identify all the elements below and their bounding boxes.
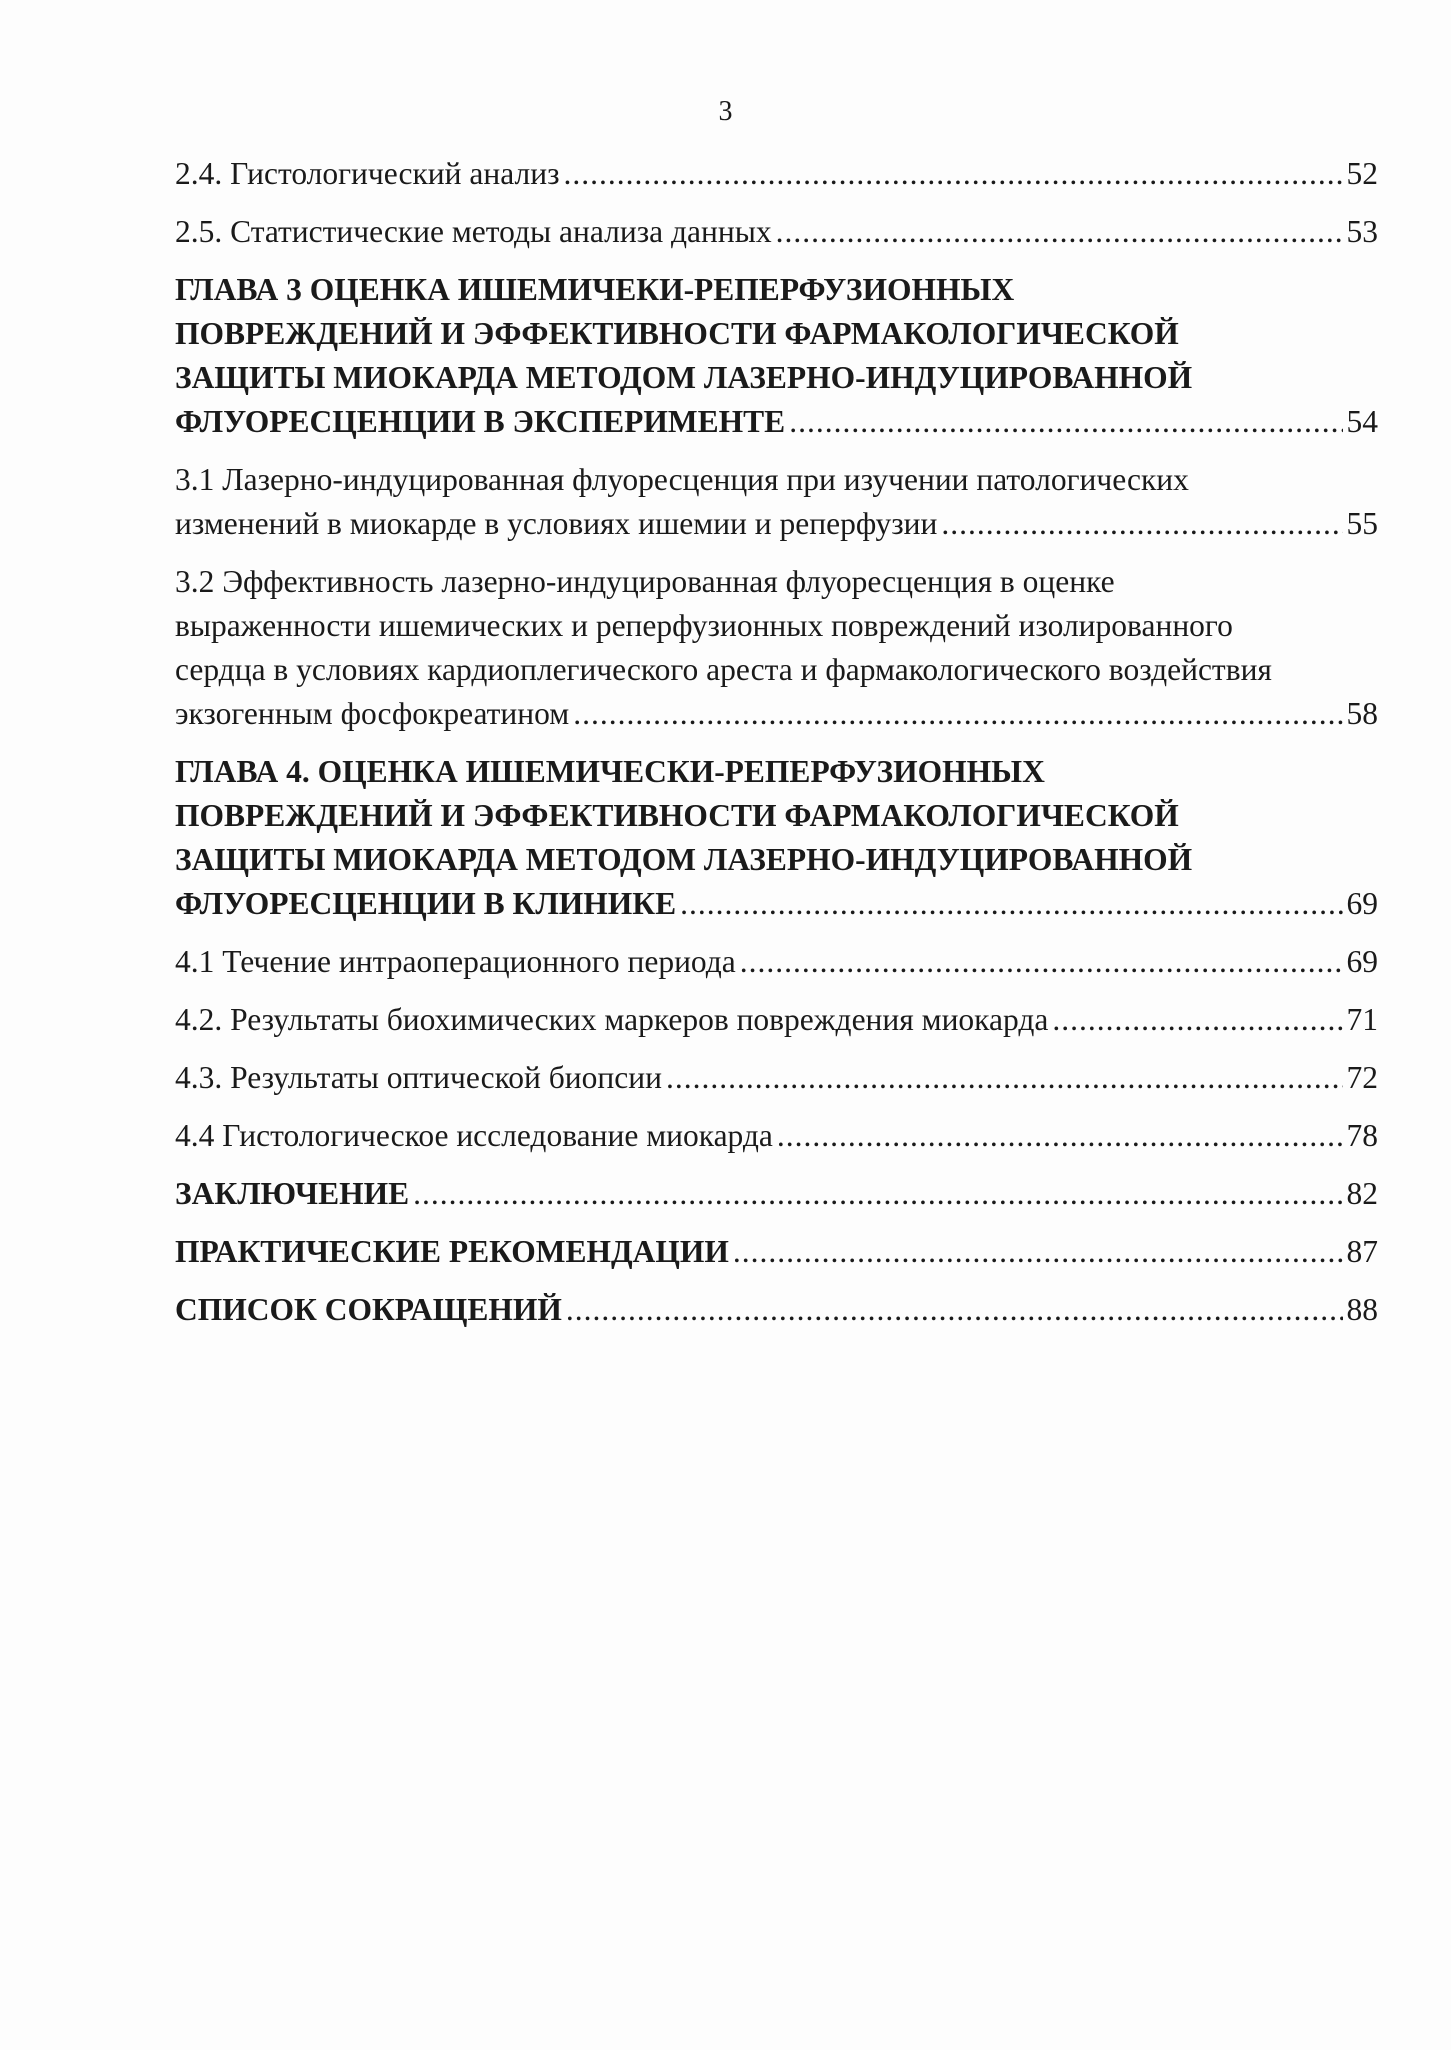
toc-entry-title: изменений в миокарде в условиях ишемии и реперфузии <box>175 506 938 541</box>
dot-leader <box>1052 998 1342 1042</box>
toc-entry[interactable] <box>175 1288 1378 1332</box>
toc-entry[interactable] <box>175 268 1378 444</box>
toc-entry-page-number: 52 <box>1346 156 1378 191</box>
toc-entry-last-line <box>175 692 1378 736</box>
toc-entry-text-line: ГЛАВА 4. ОЦЕНКА ИШЕМИЧЕСКИ-РЕПЕРФУЗИОННЫХ <box>175 754 1045 789</box>
toc-entry-title: экзогенным фосфокреатином <box>175 696 570 731</box>
toc-entry-page-number: 72 <box>1346 1060 1378 1095</box>
toc-entry-last-line <box>175 400 1378 444</box>
toc-entry-page-number: 87 <box>1346 1234 1378 1269</box>
dot-leader <box>680 882 1342 926</box>
toc-entry-last-line <box>175 502 1378 546</box>
toc-entry[interactable] <box>175 1230 1378 1274</box>
dot-leader <box>941 502 1342 546</box>
page-number: 3 <box>718 96 733 127</box>
toc-entry-last-line <box>175 1114 1378 1158</box>
toc-entry-title: ЗАКЛЮЧЕНИЕ <box>175 1176 410 1211</box>
table-of-contents <box>175 152 1378 1346</box>
dot-leader <box>666 1056 1343 1100</box>
toc-entry-last-line <box>175 1172 1378 1216</box>
toc-entry-title: ФЛУОРЕСЦЕНЦИИ В ЭКСПЕРИМЕНТЕ <box>175 404 786 439</box>
dot-leader <box>573 692 1342 736</box>
toc-entry-text-line: ГЛАВА 3 ОЦЕНКА ИШЕМИЧЕКИ-РЕПЕРФУЗИОННЫХ <box>175 272 1015 307</box>
toc-entry-text-line: 3.2 Эффективность лазерно-индуцированная флуоресценция в оценке <box>175 564 1115 599</box>
toc-entry-title: 2.5. Статистические методы анализа данных <box>175 214 772 249</box>
toc-entry-title: 4.2. Результаты биохимических маркеров повреждения миокарда <box>175 1002 1049 1037</box>
toc-entry-text-line: ПОВРЕЖДЕНИЙ И ЭФФЕКТИВНОСТИ ФАРМАКОЛОГИЧЕСКОЙ <box>175 798 1179 833</box>
dot-leader <box>777 1114 1343 1158</box>
toc-entry-title: 4.1 Течение интраоперационного периода <box>175 944 736 979</box>
toc-entry-last-line <box>175 1056 1378 1100</box>
toc-entry-page-number: 69 <box>1346 886 1378 921</box>
toc-entry[interactable] <box>175 458 1378 546</box>
dot-leader <box>413 1172 1342 1216</box>
toc-entry-title: ПРАКТИЧЕСКИЕ РЕКОМЕНДАЦИИ <box>175 1234 729 1269</box>
toc-entry-title: 2.4. Гистологический анализ <box>175 156 560 191</box>
toc-entry-page-number: 55 <box>1346 506 1378 541</box>
toc-entry-last-line <box>175 940 1378 984</box>
toc-entry-text-line: ЗАЩИТЫ МИОКАРДА МЕТОДОМ ЛАЗЕРНО-ИНДУЦИРОВАННОЙ <box>175 360 1193 395</box>
toc-entry-page-number: 53 <box>1346 214 1378 249</box>
dot-leader <box>789 400 1342 444</box>
toc-entry-title: 4.4 Гистологическое исследование миокарда <box>175 1118 773 1153</box>
toc-entry[interactable] <box>175 1056 1378 1100</box>
toc-entry-page-number: 82 <box>1346 1176 1378 1211</box>
toc-entry-page-number: 71 <box>1346 1002 1378 1037</box>
toc-entry-title: СПИСОК СОКРАЩЕНИЙ <box>175 1292 562 1327</box>
toc-entry-title: ФЛУОРЕСЦЕНЦИИ В КЛИНИКЕ <box>175 886 677 921</box>
dot-leader <box>776 210 1343 254</box>
toc-entry[interactable] <box>175 750 1378 926</box>
toc-entry-text-line: выраженности ишемических и реперфузионных повреждений изолированного <box>175 608 1233 643</box>
dot-leader <box>740 940 1343 984</box>
toc-entry-last-line <box>175 1288 1378 1332</box>
toc-entry-title: 4.3. Результаты оптической биопсии <box>175 1060 662 1095</box>
toc-entry-last-line <box>175 882 1378 926</box>
toc-entry[interactable] <box>175 210 1378 254</box>
toc-entry[interactable] <box>175 940 1378 984</box>
toc-entry[interactable] <box>175 1114 1378 1158</box>
toc-entry-page-number: 88 <box>1346 1292 1378 1327</box>
toc-entry-text-line: ПОВРЕЖДЕНИЙ И ЭФФЕКТИВНОСТИ ФАРМАКОЛОГИЧЕСКОЙ <box>175 316 1179 351</box>
toc-entry-page-number: 54 <box>1346 404 1378 439</box>
toc-entry-last-line <box>175 1230 1378 1274</box>
dot-leader <box>564 152 1343 196</box>
toc-entry-text-line: сердца в условиях кардиоплегического ареста и фармакологического воздействия <box>175 652 1272 687</box>
toc-entry-text-line: ЗАЩИТЫ МИОКАРДА МЕТОДОМ ЛАЗЕРНО-ИНДУЦИРОВАННОЙ <box>175 842 1193 877</box>
toc-entry[interactable] <box>175 998 1378 1042</box>
toc-entry-page-number: 78 <box>1346 1118 1378 1153</box>
toc-entry[interactable] <box>175 560 1378 736</box>
toc-entry-page-number: 69 <box>1346 944 1378 979</box>
toc-entry-page-number: 58 <box>1346 696 1378 731</box>
toc-entry[interactable] <box>175 1172 1378 1216</box>
dot-leader <box>733 1230 1343 1274</box>
toc-entry[interactable] <box>175 152 1378 196</box>
toc-entry-last-line <box>175 152 1378 196</box>
dot-leader <box>566 1288 1343 1332</box>
toc-entry-last-line <box>175 998 1378 1042</box>
toc-entry-text-line: 3.1 Лазерно-индуцированная флуоресценция при изучении патологических <box>175 462 1189 497</box>
toc-entry-last-line <box>175 210 1378 254</box>
